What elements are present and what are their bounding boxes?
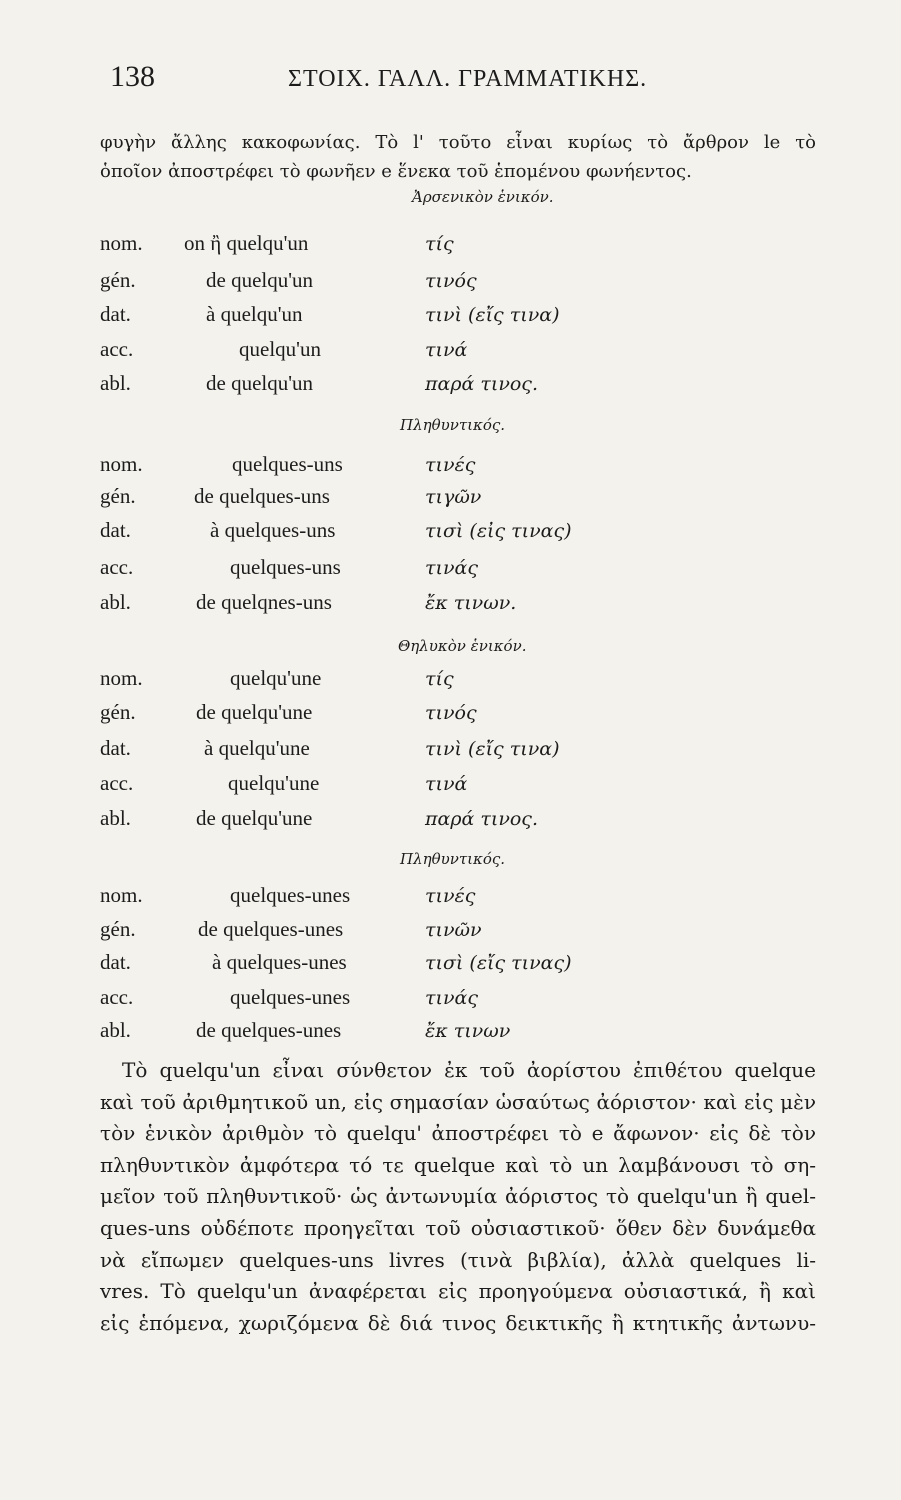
french-form: de quelqu'un	[206, 371, 314, 395]
french-form: à quelqu'une	[204, 736, 310, 760]
french-form: on ἢ quelqu'un	[184, 231, 309, 255]
greek-form: τισὶ (εἰς τινας)	[425, 520, 572, 542]
running-head: ΣΤΟΙΧ. ΓΑΛΛ. ΓΡΑΜΜΑΤΙΚΗΣ.	[288, 66, 648, 92]
greek-form: παρά τινος.	[425, 808, 538, 830]
case-label: dat.	[100, 736, 131, 760]
case-label: abl.	[100, 371, 131, 395]
french-form: quelques-uns	[230, 555, 341, 579]
text-line: μεῖον τοῦ πληθυντικοῦ· ὡς ἀντωνυμία ἀόριστος τὸ quelqu'un ἢ quel-	[100, 1184, 816, 1209]
case-label: gén.	[100, 268, 136, 292]
greek-form: παρά τινος.	[425, 373, 538, 395]
french-form: quelqu'une	[228, 771, 320, 795]
page-header	[110, 60, 810, 100]
text-line: ὁποῖον ἀποστρέφει τὸ φωνῆεν e ἕνεκα τοῦ ἑπομένου φωνήεντος.	[100, 161, 692, 182]
section-heading-masculine-singular: Ἀρσενικὸν ἑνικόν.	[412, 188, 554, 206]
case-label: acc.	[100, 985, 134, 1009]
section-heading-feminine-singular: Θηλυκὸν ἑνικόν.	[398, 637, 527, 655]
greek-form: ἔκ τινων	[425, 1020, 511, 1042]
french-form: de quelqu'un	[206, 268, 314, 292]
section-heading-masculine-plural: Πληθυντικός.	[400, 416, 506, 434]
case-label: nom.	[100, 452, 143, 476]
page-number: 138	[110, 60, 155, 93]
french-form: de quelques-unes	[198, 917, 344, 941]
text-line: πληθυντικὸν ἀμφότερα τό τε quelque καὶ τὸ un λαμβάνουσι τὸ ση-	[100, 1152, 816, 1177]
case-label: nom.	[100, 231, 143, 255]
greek-form: τινὶ (εἴς τινα)	[425, 738, 560, 760]
french-form: quelqu'un	[239, 337, 321, 361]
case-label: nom.	[100, 883, 143, 907]
text-line: τὸν ἑνικὸν ἀριθμὸν τὸ quelqu' ἀποστρέφει τὸ e ἄφωνον· εἰς δὲ τὸν	[100, 1121, 816, 1146]
french-form: à quelques-uns	[210, 518, 336, 542]
french-form: à quelques-unes	[212, 950, 347, 974]
case-label: acc.	[100, 771, 134, 795]
closing-paragraph	[100, 1055, 816, 1339]
greek-form: τινές	[425, 454, 476, 476]
greek-form: τινάς	[425, 987, 478, 1009]
french-form: à quelqu'un	[206, 302, 303, 326]
text-line: νὰ εἴπωμεν quelques-uns livres (τινὰ βιβλία), ἀλλὰ quelques li-	[100, 1247, 816, 1272]
french-form: quelques-unes	[230, 883, 351, 907]
greek-form: τινάς	[425, 557, 478, 579]
greek-form: τινά	[425, 339, 468, 361]
text-line: εἰς ἑπόμενα, χωριζόμενα δὲ διά τινος δεικτικῆς ἢ κτητικῆς ἀντωνυ-	[100, 1310, 816, 1335]
case-label: abl.	[100, 806, 131, 830]
case-label: acc.	[100, 555, 134, 579]
greek-form: τινός	[425, 270, 477, 292]
case-label: abl.	[100, 1018, 131, 1042]
french-form: de quelqu'une	[196, 806, 313, 830]
text-line: ques-uns οὐδέποτε προηγεῖται τοῦ οὐσιαστικοῦ· ὅθεν δὲν δυνάμεθα	[100, 1215, 816, 1240]
greek-form: ἔκ τινων.	[425, 592, 517, 614]
case-label: dat.	[100, 302, 131, 326]
text-line: vres. Τὸ quelqu'un ἀναφέρεται εἰς προηγούμενα οὐσιαστικά, ἢ καὶ	[100, 1279, 816, 1304]
greek-form: τινός	[425, 702, 477, 724]
french-form: de quelqnes-uns	[196, 590, 332, 614]
text-line: φυγὴν ἄλλης κακοφωνίας. Τὸ l' τοῦτο εἶναι κυρίως τὸ ἄρθρον le τὸ	[100, 132, 816, 153]
french-form: quelques-uns	[232, 452, 343, 476]
greek-form: τινὶ (εἴς τινα)	[425, 304, 560, 326]
french-form: quelqu'une	[230, 666, 322, 690]
case-label: dat.	[100, 950, 131, 974]
case-label: gén.	[100, 700, 136, 724]
greek-form: τινά	[425, 773, 468, 795]
greek-form: τίς	[425, 233, 454, 255]
greek-form: τινῶν	[425, 919, 482, 941]
case-label: nom.	[100, 666, 143, 690]
case-label: acc.	[100, 337, 134, 361]
case-label: dat.	[100, 518, 131, 542]
intro-paragraph	[100, 128, 816, 186]
greek-form: τίς	[425, 668, 454, 690]
french-form: de quelques-uns	[194, 484, 330, 508]
greek-form: τινές	[425, 885, 476, 907]
french-form: quelques-unes	[230, 985, 351, 1009]
text-line: καὶ τοῦ ἀριθμητικοῦ un, εἰς σημασίαν ὡσαύτως ἀόριστον· καὶ εἰς μὲν	[100, 1089, 816, 1114]
text-line: Τὸ quelqu'un εἶναι σύνθετον ἐκ τοῦ ἀορίστου ἐπιθέτου quelque	[122, 1058, 816, 1082]
case-label: gén.	[100, 484, 136, 508]
case-label: abl.	[100, 590, 131, 614]
french-form: de quelques-unes	[196, 1018, 342, 1042]
section-heading-feminine-plural: Πληθυντικός.	[400, 850, 506, 868]
french-form: de quelqu'une	[196, 700, 313, 724]
greek-form: τισὶ (εἴς τινας)	[425, 952, 572, 974]
case-label: gén.	[100, 917, 136, 941]
greek-form: τιγῶν	[425, 486, 482, 508]
